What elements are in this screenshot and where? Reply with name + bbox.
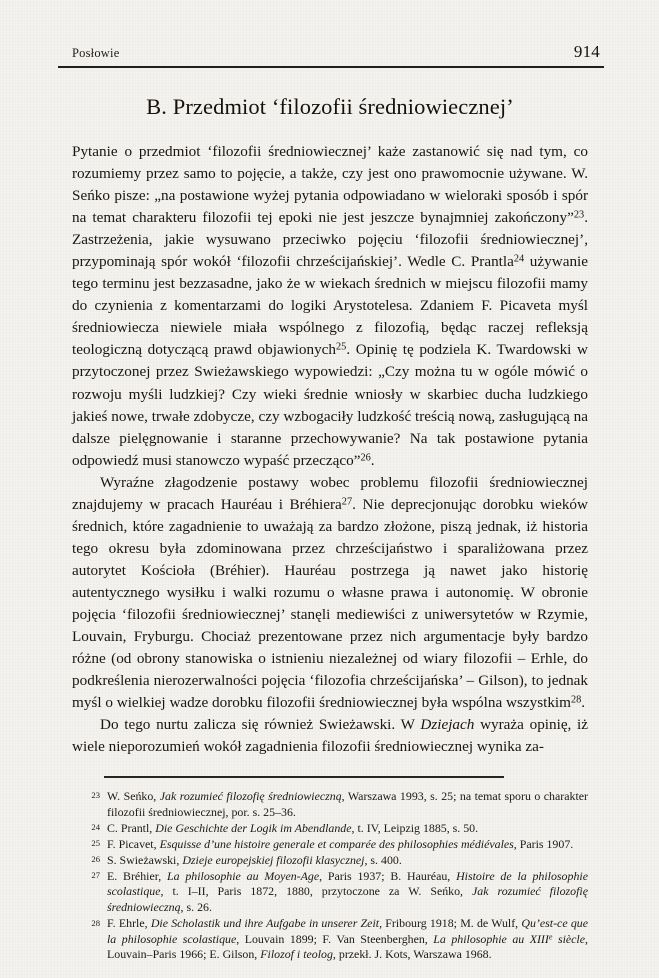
title-italic: La philosophie au XIII	[433, 931, 549, 946]
text-run: C. Prantl,	[107, 820, 156, 835]
text-run: F. Ehrle,	[107, 916, 151, 931]
text-run: . Nie deprecjonując dorobku wieków średnich, które zagadnienie to uważają za bardzo złożone, piszą jednak, iż historia tego okresu była zdominowana przez chrześcijaństwo i sparaliżowana przez autorytet Kościoła (Bréhier). Hauréau postrzega ją nawet jako historię autentycznego wysiłku i walki rozumu o własne prawa i autonomię. W obronie pojęcia ‘filozofii średniowiecznej’ stanęli mediewiści z uniwersytetów w Rzymie, Louvain, Fryburgu. Chociaż prezentowane przez nich argumentacje były bardzo różne (od obrony stanowiska o istnieniu niezależnej od wiary filozofii – Erhle, do podkreślenia nierozerwalności pojęcia ‘filozofia chrześcijańska’ – Gilson), to jednak myśl o wielkiej wadze dorobku filozofii średniowiecznej była wspólna wszystkim	[72, 495, 588, 712]
text-run: wyraża opinię, iż wiele nieporozumień wokół zagadnienia filozofii średniowiecznej wynika za-	[72, 716, 589, 756]
page-number: 914	[573, 42, 600, 61]
footnote-number: 28	[91, 917, 100, 928]
section-title: B. Przedmiot ‘filozofii średniowiecznej’	[146, 94, 514, 119]
text-run: , Louvain–Paris 1966; E. Gilson,	[107, 931, 589, 962]
footnote-reference-mark: 26	[360, 452, 371, 464]
text-run: W. Seńko,	[107, 788, 160, 803]
text-run: Pytanie o przedmiot ‘filozofii średniowiecznej’ każe zastanowić się nad tym, co rozumiemy przez samo to pojęcie, a także, czy jest ono prawomocnie używane. W. Seńko pisze: „na postawione wyżej pytania odpowiadano w wieloraki sposób i spór na temat charakteru filozofii tej epoki nie jest jeszcze bynajmniej zakończony”	[72, 143, 588, 227]
text-run: Wyraźne złagodzenie postawy wobec problemu filozofii średniowiecznej znajdujemy w pracach Hauréau i Bréhiera	[72, 473, 588, 513]
text-run: , Warszawa 1993, s. 25; na temat sporu o charakter filozofii średniowiecznej, por. s. 25–36.	[107, 788, 589, 819]
running-head	[72, 0, 600, 62]
text-run: , przekł. J. Kots, Warszawa 1968.	[332, 947, 492, 962]
footnote-number: 27	[91, 870, 100, 881]
footnote-text	[107, 853, 588, 869]
body-text	[72, 141, 588, 758]
footnote-text	[107, 789, 588, 820]
text-run: , s. 400.	[364, 852, 402, 867]
footnote-text	[107, 869, 588, 916]
footnote-number: 23	[91, 790, 100, 801]
body-paragraph	[72, 141, 588, 472]
footnote-item	[82, 869, 588, 916]
page-content	[72, 0, 600, 963]
text-run: . Opinię tę podziela K. Twardowski w przytoczonej przez Swieżawskiego wypowiedzi: „Czy można tu w ogóle mówić o rozwoju myśli ludzkiej? Czy wieki średnie wniosły w skarbiec ducha ludzkiego jakieś nowe, trwałe zdobycze, czy wzbogaciły ludzkość treścią nową, zasługującą na dalsze pielęgnowanie i staranne przechowywanie? Na tak postawione pytania odpowiedź musi stanowczo wypaść przecząco”	[72, 341, 589, 469]
text-run: , Louvain 1899; F. Van Steenberghen,	[236, 931, 434, 946]
running-head-title: Posłowie	[72, 46, 120, 60]
title-italic: Qu’est-ce que la philosophie scolastique	[107, 916, 588, 946]
text-run: , s. 26.	[180, 900, 212, 915]
title-italic: Jak rozumieć filozofię średniowieczną	[107, 884, 588, 915]
text-run: , Paris 1937; B. Hauréau,	[319, 868, 457, 883]
footnote-reference-mark: 24	[513, 253, 525, 265]
text-run: .	[370, 451, 375, 469]
body-paragraph	[72, 714, 588, 758]
footnote-reference-mark: 25	[336, 342, 347, 354]
footnote-number: 24	[91, 822, 100, 833]
footnote-text	[107, 837, 588, 853]
footnote-number: 26	[91, 854, 100, 865]
text-run: , t. I–II, Paris 1872, 1880, przytoczone za W. Seńko,	[160, 884, 473, 899]
title-italic: Dzieje europejskiej filozofii klasycznej	[182, 852, 365, 867]
title-italic: Die Scholastik und ihre Aufgabe in unserer Zeit	[150, 916, 380, 931]
footnote-reference-mark: 23	[573, 209, 585, 221]
text-run: F. Picavet,	[107, 836, 160, 851]
title-italic: Jak rozumieć filozofię średniowieczną	[159, 788, 342, 803]
footnote-item	[82, 837, 588, 853]
text-run: . Zastrzeżenia, jakie wysuwano przeciwko pojęciu ‘filozofii średniowiecznej’, przypominają spór wokół ‘filozofii chrześcijańskiej’. Wedle C. Prantla	[72, 209, 588, 271]
footnote-list	[72, 789, 588, 963]
footnote-item	[82, 821, 588, 837]
title-italic: Die Geschichte der Logik im Abendlande	[155, 820, 352, 835]
title-italic: La philosophie au Moyen-Age	[166, 868, 320, 883]
text-run: E. Bréhier,	[107, 868, 167, 883]
footnote-reference-mark: 27	[341, 496, 353, 508]
title-italic: Dziejach	[420, 716, 475, 734]
text-run: Do tego nurtu zalicza się również Swieżawski. W	[100, 716, 421, 734]
text-run: .	[581, 694, 586, 712]
title-italic: Histoire de la philosophie scolastique	[107, 868, 588, 899]
body-paragraph	[72, 472, 588, 715]
footnote-item	[82, 789, 588, 820]
text-run: , Fribourg 1918; M. de Wulf,	[379, 916, 522, 931]
footnote-item	[82, 853, 588, 869]
title-italic: siècle	[552, 931, 586, 946]
footnote-text	[107, 916, 588, 963]
footnote-text	[107, 821, 588, 837]
footnote-item	[82, 916, 588, 963]
title-italic: Esquisse d’une histoire generale et comparée des philosophies médiévales	[159, 836, 514, 851]
header-rule	[58, 66, 604, 68]
text-run: S. Swieżawski,	[107, 852, 183, 867]
text-run: , Paris 1907.	[513, 836, 574, 851]
footnote-separator-rule	[104, 776, 504, 778]
footnote-number: 25	[91, 838, 100, 849]
ordinal-superscript: e	[548, 932, 553, 942]
text-run: używanie tego terminu jest bezzasadne, jako że w wiekach średnich w miejscu filozofii mamy do czynienia z komentarzami do logiki Arystotelesa. Zdaniem F. Picaveta myśl średniowiecza niewiele miała wspólnego z filozofią, będąc raczej refleksją teologiczną dotyczącą prawd objawionych	[72, 253, 588, 359]
footnote-reference-mark: 28	[570, 694, 582, 706]
text-run: , t. IV, Leipzig 1885, s. 50.	[351, 820, 479, 835]
title-italic: Filozof i teolog	[260, 947, 333, 962]
